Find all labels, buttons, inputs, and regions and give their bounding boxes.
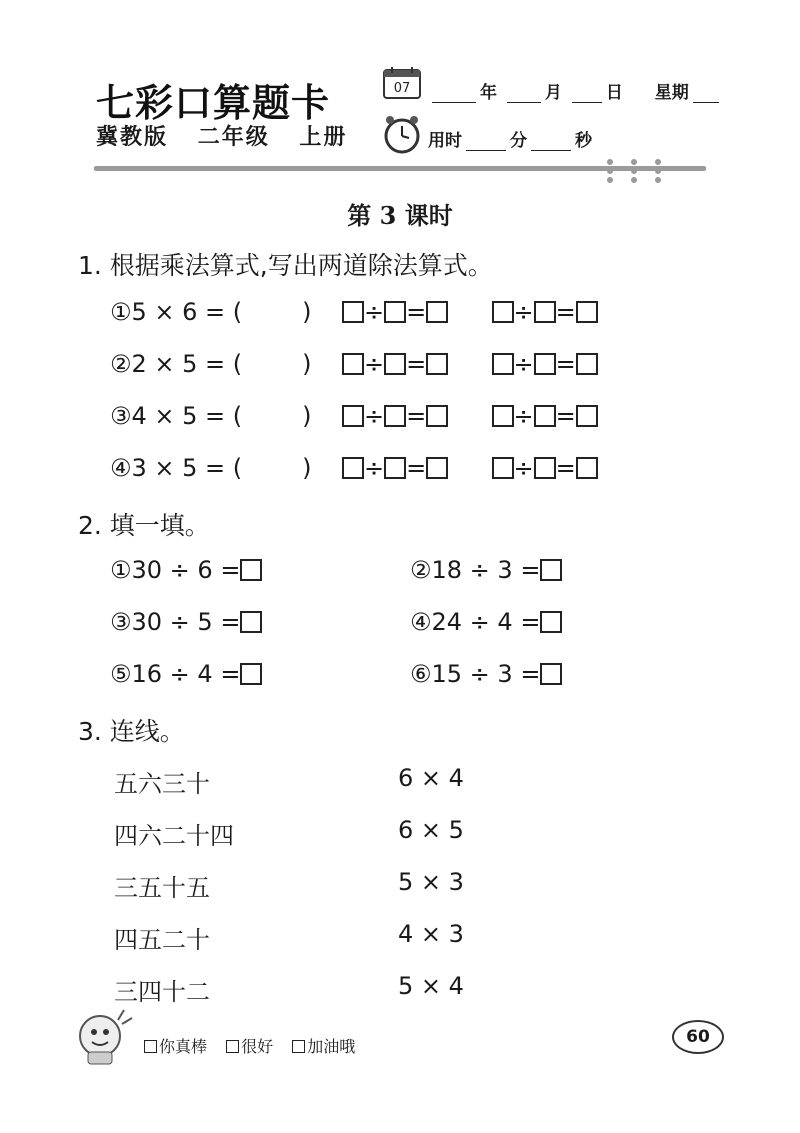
answer-box[interactable] <box>384 353 406 375</box>
answer-box[interactable] <box>576 457 598 479</box>
beads-decoration <box>600 156 670 186</box>
q1-equation: ②2 × 5 = ( <box>110 350 243 378</box>
mascot-icon <box>74 1006 136 1068</box>
q3-title: 3. 连线。 <box>78 717 185 746</box>
checkbox[interactable] <box>144 1040 157 1053</box>
answer-box[interactable] <box>534 457 556 479</box>
answer-box[interactable] <box>540 663 562 685</box>
answer-box[interactable] <box>342 457 364 479</box>
minute-blank[interactable] <box>466 134 506 151</box>
option-great[interactable]: 你真棒 <box>144 1037 207 1056</box>
lesson-title: 第 3 课时 <box>347 201 453 230</box>
answer-box[interactable] <box>426 405 448 427</box>
self-assessment <box>144 1034 369 1057</box>
answer-box[interactable] <box>240 559 262 581</box>
match-left-item[interactable]: 三五十五 <box>114 874 210 902</box>
answer-box[interactable] <box>492 353 514 375</box>
answer-box[interactable] <box>426 353 448 375</box>
answer-box[interactable] <box>240 611 262 633</box>
time-line <box>428 126 592 151</box>
match-right-item[interactable]: 5 × 3 <box>398 868 464 896</box>
q2-item-1: ①30 ÷ 6 = <box>110 556 262 584</box>
calendar-day: 07 <box>393 81 411 96</box>
checkbox[interactable] <box>226 1040 239 1053</box>
month-label: 月 <box>544 83 562 103</box>
answer-box[interactable] <box>534 405 556 427</box>
answer-box[interactable] <box>240 663 262 685</box>
q1-row-2 <box>110 350 312 378</box>
day-blank[interactable] <box>572 86 602 103</box>
answer-box[interactable] <box>540 559 562 581</box>
answer-box[interactable] <box>492 301 514 323</box>
match-left-item[interactable]: 四六二十四 <box>114 822 234 850</box>
checkbox[interactable] <box>292 1040 305 1053</box>
time-used-label: 用时 <box>428 131 462 151</box>
q1-equation: ③4 × 5 = ( <box>110 402 243 430</box>
answer-box[interactable] <box>426 457 448 479</box>
day-label: 日 <box>605 83 623 103</box>
q1-division-set-3: ÷ = ÷ = <box>342 402 598 430</box>
q1-row-4 <box>110 454 312 482</box>
match-right-item[interactable]: 6 × 5 <box>398 816 464 844</box>
q2-item-5: ⑤16 ÷ 4 = <box>110 660 262 688</box>
q1-equation: ①5 × 6 = ( <box>110 298 243 326</box>
minute-label: 分 <box>510 131 527 151</box>
q2-item-2: ②18 ÷ 3 = <box>410 556 562 584</box>
match-right-item[interactable]: 6 × 4 <box>398 764 464 792</box>
answer-box[interactable] <box>576 353 598 375</box>
clock-icon <box>382 114 422 154</box>
answer-box[interactable] <box>426 301 448 323</box>
match-right-item[interactable]: 4 × 3 <box>398 920 464 948</box>
edition: 冀教版 <box>96 125 169 150</box>
q2-title: 2. 填一填。 <box>78 511 210 540</box>
volume: 上册 <box>299 125 348 150</box>
answer-box[interactable] <box>492 457 514 479</box>
q1-row-3 <box>110 402 312 430</box>
match-right-item[interactable]: 5 × 4 <box>398 972 464 1000</box>
answer-box[interactable] <box>342 405 364 427</box>
weekday-label: 星期 <box>654 83 689 103</box>
answer-box[interactable] <box>534 353 556 375</box>
match-left-item[interactable]: 五六三十 <box>114 770 210 798</box>
q1-division-set-1: ÷ = ÷ = <box>342 298 598 326</box>
paren-close: ) <box>302 454 312 482</box>
q1-equation: ④3 × 5 = ( <box>110 454 243 482</box>
page-number: 60 <box>672 1020 724 1054</box>
card-title: 七彩口算题卡 <box>96 80 331 125</box>
answer-box[interactable] <box>384 301 406 323</box>
q2-item-4: ④24 ÷ 4 = <box>410 608 562 636</box>
q1-division-set-2: ÷ = ÷ = <box>342 350 598 378</box>
match-left-item[interactable]: 四五二十 <box>114 926 210 954</box>
option-good[interactable]: 很好 <box>226 1037 273 1056</box>
q2-item-6: ⑥15 ÷ 3 = <box>410 660 562 688</box>
answer-box[interactable] <box>342 353 364 375</box>
answer-box[interactable] <box>540 611 562 633</box>
option-keep-going[interactable]: 加油哦 <box>292 1037 355 1056</box>
answer-box[interactable] <box>384 457 406 479</box>
year-blank[interactable] <box>432 86 476 103</box>
weekday-blank[interactable] <box>693 86 719 103</box>
calendar-icon <box>382 66 422 100</box>
q1-row-1 <box>110 298 312 326</box>
answer-box[interactable] <box>576 301 598 323</box>
month-blank[interactable] <box>507 86 541 103</box>
match-left-item[interactable]: 三四十二 <box>114 978 210 1006</box>
second-label: 秒 <box>575 131 592 151</box>
answer-box[interactable] <box>342 301 364 323</box>
q1-title: 1. 根据乘法算式,写出两道除法算式。 <box>78 251 493 280</box>
second-blank[interactable] <box>531 134 571 151</box>
paren-close: ) <box>302 402 312 430</box>
date-line <box>428 78 723 103</box>
q1-division-set-4: ÷ = ÷ = <box>342 454 598 482</box>
answer-box[interactable] <box>384 405 406 427</box>
paren-close: ) <box>302 350 312 378</box>
answer-box[interactable] <box>492 405 514 427</box>
q2-item-3: ③30 ÷ 5 = <box>110 608 262 636</box>
answer-box[interactable] <box>534 301 556 323</box>
answer-box[interactable] <box>576 405 598 427</box>
book-info <box>96 120 367 151</box>
paren-close: ) <box>302 298 312 326</box>
grade: 二年级 <box>197 125 270 150</box>
year-label: 年 <box>480 83 497 103</box>
